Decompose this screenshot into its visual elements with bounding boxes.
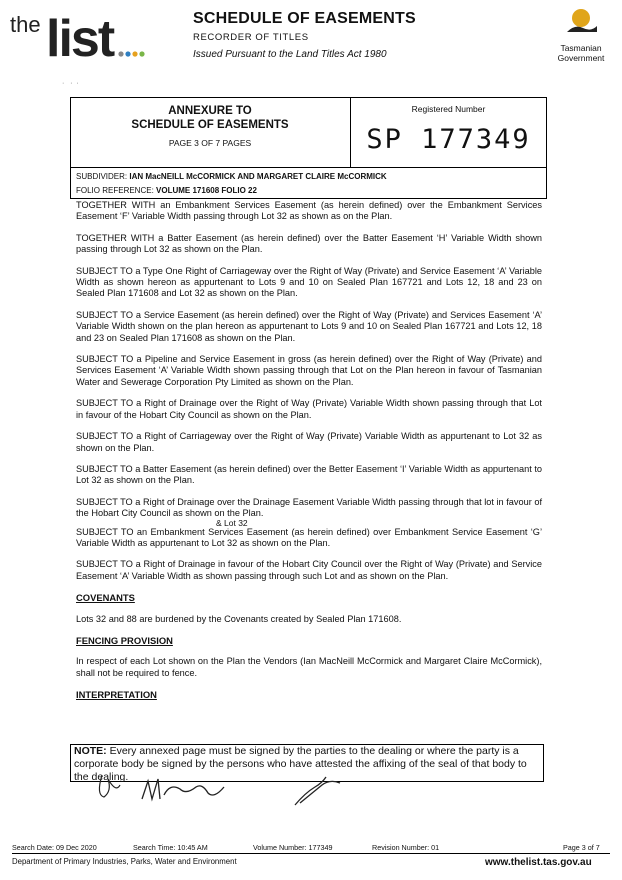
easement-paragraph: SUBJECT TO a Right of Drainage in favour of the Hobart City Council over the Right of Way (Private) and Service Easement ‘A’ Variable Width as shown passing through such Lot and as shown on the Plan. [76,559,542,581]
subdivider-value: IAN MacNEILL McCORMICK AND MARGARET CLAIRE McCORMICK [129,172,387,181]
easement-paragraph: SUBJECT TO an Embankment Services Easement (as herein defined) over Embankment Service Easement ‘G’ Variable Width as appurtenant to Lot 32 as shown on the Plan. [76,526,542,548]
page-number: Page 3 of 7 [563,843,600,852]
tasmanian-government-logo [548,6,614,62]
thelist-logo [8,4,148,62]
easement-paragraph: TOGETHER WITH a Batter Easement (as herein defined) over the Batter Easement ‘H’ Variable Width shown passing through Lot 32 as shown on the Plan. [76,232,542,255]
page-info: PAGE 3 OF 7 PAGES [168,138,252,148]
easement-paragraph: SUBJECT TO a Right of Drainage over the Drainage Easement Variable Width passing through that lot in favour of the Hobart City Council as shown on the Plan. [76,496,542,519]
interpretation-heading: INTERPRETATION [76,689,157,701]
annexure-title-line1: ANNEXURE TO [168,105,252,117]
folio-row [76,186,257,195]
folio-value: VOLUME 171608 FOLIO 22 [156,186,257,195]
folio-label: FOLIO REFERENCE: [76,186,154,195]
fencing-heading: FENCING PROVISION [76,634,173,646]
annexure-title-line2: SCHEDULE OF EASEMENTS [131,119,289,131]
registered-number-label: Registered Number [411,104,486,114]
footer-divider [12,853,610,854]
gov-name-line2: Government [557,53,605,63]
volume-number: Volume Number: 177349 [253,843,333,852]
easement-paragraph: SUBJECT TO a Type One Right of Carriageway over the Right of Way (Private) and Service Easement ‘A’ Variable Width as shown hereon as appurtenant to Lots 9 and 10 on Sealed Plan 167721 and Lots 12, 18 and 23 on Sealed Plan 171608 and Lot 32 as shown on the Plan. [76,265,542,299]
annexure-divider [70,167,546,168]
fencing-text: In respect of each Lot shown on the Plan the Vendors (Ian MacNeill McCormick and Margaret Claire McCormick), shall not be required to fence. [76,656,542,678]
svg-text:the: the [10,12,41,37]
easement-body [76,200,542,711]
scan-marks: · · · [62,80,79,87]
subdivider-label: SUBDIVIDER: [76,172,128,181]
easement-paragraph: SUBJECT TO a Right of Drainage over the Right of Way (Private) Variable Width shown passing through that Lot in favour of the Hobart City Council as shown on the Plan. [76,398,542,420]
department-name: Department of Primary Industries, Parks, Water and Environment [12,857,237,866]
signatures [90,765,350,815]
easement-paragraph: SUBJECT TO a Batter Easement (as herein defined) over the Better Easement ‘I’ Variable Width as appurtenant to Lot 32 as shown on the Plan. [76,463,542,486]
registered-number: SP 177349 [366,124,531,155]
search-date: Search Date: 09 Dec 2020 [12,843,97,852]
website-url: www.thelist.tas.gov.au [485,857,592,868]
document-title: SCHEDULE OF EASEMENTS [193,10,416,27]
covenants-heading: COVENANTS [76,592,135,604]
easement-paragraph: SUBJECT TO a Service Easement (as herein defined) over the Right of Way (Private) and Services Easement ‘A’ Variable Width shown on the plan hereon as appurtenant to Lots 9 and 10 on Sealed Plan 167721 and Lots 12, 18 and 23 on Sealed Plan 171608 as shown on the Plan. [76,309,542,343]
easement-paragraph: SUBJECT TO a Pipeline and Service Easement in gross (as herein defined) over the Right of Way (Private) and Services Easement ‘A’ Variable Width shown passing through that Lot on the Plan hereon in favour of Tasmanian Water and Sewerage Corporation Pty Limited as shown on the Plan. [76,354,542,387]
annexure-title [70,104,350,132]
note-label: NOTE: [74,745,107,757]
revision-number: Revision Number: 01 [372,843,440,852]
svg-text:list: list [46,10,114,62]
handwritten-insert: & Lot 32 [216,517,248,528]
gov-name-line1: Tasmanian [560,43,602,53]
covenants-text: Lots 32 and 88 are burdened by the Covenants created by Sealed Plan 171608. [76,613,402,624]
note-text: Every annexed page must be signed by the parties to the dealing or where the party is a corporate body be signed by the persons who have attested the affixing of the seal of that body to the dealing. [74,745,527,783]
tasmanian-tiger-icon [561,6,601,38]
recorder-of-titles: RECORDER OF TITLES [193,32,309,43]
act-reference: Issued Pursuant to the Land Titles Act 1980 [193,49,387,60]
subdivider-row [76,172,387,181]
search-time: Search Time: 10:45 AM [133,843,208,852]
easement-paragraph: TOGETHER WITH an Embankment Services Easement (as herein defined) over the Embankment Services Easement ‘F’ Variable Width passing through Lot 32 as shown as on the Plan. [76,200,542,222]
easement-paragraph: SUBJECT TO a Right of Carriageway over the Right of Way (Private) Variable Width as appurtenant to Lot 32 as shown on the Plan. [76,431,542,453]
